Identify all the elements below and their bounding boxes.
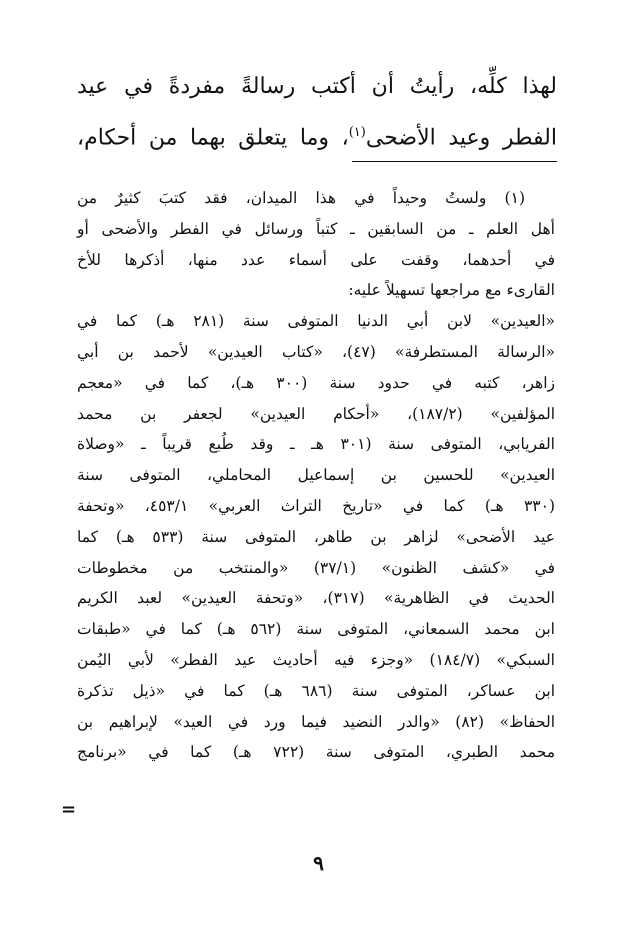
footnote-line: القارىء مع مراجعها تسهيلاً عليه:	[348, 281, 555, 300]
footnote-line: العيدين» للحسين بن إسماعيل المحاملي، المتوفى سنة	[77, 466, 555, 485]
footnote-line: الفريابي، المتوفى سنة (٣٠١ هـ ـ وقد طُبع قريباً ـ «وصلاة	[77, 435, 555, 454]
footnote-line: في أحدهما، وقفت على أسماء عدد منها، أذكرها للأخ	[77, 250, 555, 269]
page-number: ٩	[313, 851, 324, 875]
footnote-block	[77, 183, 555, 768]
footnote-line: الحفاظ» (٨٢) «والدر النضيد فيما ورد في العيد» لإبراهيم بن	[77, 712, 556, 731]
main-line-2-text: الفطر وعيد الأضحى	[365, 125, 558, 151]
continuation-mark: =	[61, 799, 77, 820]
main-line-2	[77, 110, 557, 161]
footnote-reference: (١)	[348, 125, 366, 140]
main-paragraph	[77, 64, 557, 161]
footnote-line: (١) ولستُ وحيداً في هذا الميدان، فقد كتبَ كثيرٌ من	[77, 189, 525, 207]
footnote-separator	[352, 161, 557, 162]
main-line-1: لهذا كلِّه، رأيتُ أن أكتب رسالةً مفردةً في عيد	[77, 74, 557, 99]
footnote-line: عيد الأضحى» لزاهر بن طاهر، المتوفى سنة (٥٣٣ هـ) كما	[77, 527, 555, 546]
footnote-line: ابن عساكر، المتوفى سنة (٦٨٦ هـ) كما في «ذيل تذكرة	[77, 681, 556, 700]
footnote-line: في «كشف الظنون» (٣٧/١) «والمنتخب من مخطوطات	[77, 558, 556, 577]
footnote-line: السبكي» (١٨٤/٧) «وجزء فيه أحاديث عيد الفطر» لأبي اليُمن	[77, 650, 555, 669]
footnote-line: الحديث في الظاهرية» (٣١٧)، «وتحفة العيدين» لعبد الكريم	[77, 589, 555, 608]
footnote-line: المؤلفين» (١٨٧/٢)، «أحكام العيدين» لجعفر بن محمد	[77, 404, 555, 423]
footnote-line: «العيدين» لابن أبي الدنيا المتوفى سنة (٢٨١ هـ) كما في	[77, 312, 556, 331]
main-line-2-tail: ، وما يتعلق بهما من أحكام،	[77, 125, 349, 151]
footnote-line: أهل العلم ـ من السابقين ـ كتباً ورسائل في الفطر والأضحى أو	[77, 219, 555, 238]
footnote-line: محمد الطبري، المتوفى سنة (٧٢٢ هـ) كما في «برنامج	[77, 743, 556, 762]
footnote-line: (٣٣٠ هـ) كما في «تاريخ التراث العربي» ٤٥٣/١، «وتحفة	[77, 496, 555, 515]
footnote-line: زاهر، كتبه في حدود سنة (٣٠٠ هـ)، كما في «معجم	[77, 373, 555, 392]
footnote-line: ابن محمد السمعاني، المتوفى سنة (٥٦٢ هـ) كما في «طبقات	[77, 620, 555, 639]
footnote-line: «الرسالة المستطرفة» (٤٧)، «كتاب العيدين» لأحمد بن أبي	[77, 342, 555, 361]
